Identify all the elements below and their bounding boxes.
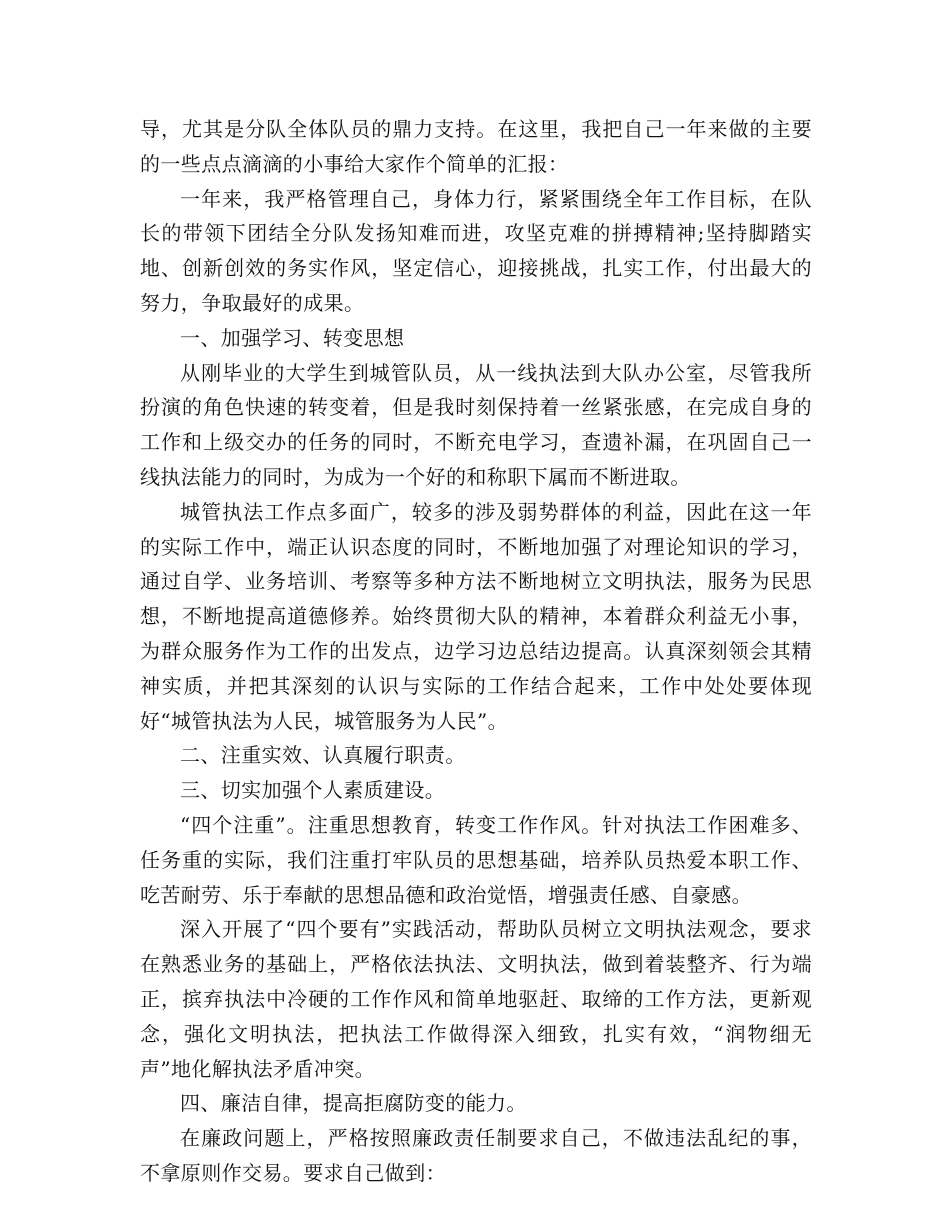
- paragraph-four-musts: 深入开展了“四个要有”实践活动，帮助队员树立文明执法观念，要求在熟悉业务的基础上，严格依法执法、文明执法，做到着装整齐、行为端正，摈弃执法中冷硬的工作作风和简单地驱赶、取缔的工作方法，更新观念，强化文明执法，把执法工作做得深入细致，扎实有效，“润物细无声”地化解执法矛盾冲突。: [140, 917, 812, 1081]
- section-heading-3: 三、切实加强个人素质建设。: [180, 778, 446, 803]
- paragraph-continuation: 导，尤其是分队全体队员的鼎力支持。在这里，我把自己一年来做的主要的一些点点滴滴的小事给大家作个简单的汇报：: [140, 117, 812, 176]
- section-heading-2: 二、注重实效、认真履行职责。: [180, 743, 466, 768]
- document-body: [140, 112, 812, 1191]
- paragraph-study-1: 从刚毕业的大学生到城管队员，从一线执法到大队办公室，尽管我所扮演的角色快速的转变着，但是我时刻保持着一丝紧张感，在完成自身的工作和上级交办的任务的同时，不断充电学习，查遗补漏，在巩固自己一线执法能力的同时，为成为一个好的和称职下属而不断进取。: [140, 360, 812, 489]
- paragraph-integrity: 在廉政问题上，严格按照廉政责任制要求自己，不做违法乱纪的事，不拿原则作交易。要求自己做到：: [140, 1126, 812, 1185]
- paragraph-summary: 一年来，我严格管理自己，身体力行，紧紧围绕全年工作目标，在队长的带领下团结全分队发扬知难而进，攻坚克难的拼搏精神;坚持脚踏实地、创新创效的务实作风，坚定信心，迎接挑战，扎实工作，付出最大的努力，争取最好的成果。: [140, 186, 812, 315]
- paragraph-four-focuses: “四个注重”。注重思想教育，转变工作作风。针对执法工作困难多、任务重的实际，我们注重打牢队员的思想基础，培养队员热爱本职工作、吃苦耐劳、乐于奉献的思想品德和政治觉悟，增强责任感、自豪感。: [140, 812, 812, 907]
- section-heading-1: 一、加强学习、转变思想: [180, 325, 405, 350]
- paragraph-study-2: 城管执法工作点多面广，较多的涉及弱势群体的利益，因此在这一年的实际工作中，端正认识态度的同时，不断地加强了对理论知识的学习，通过自学、业务培训、考察等多种方法不断地树立文明执法，服务为民思想，不断地提高道德修养。始终贯彻大队的精神，本着群众利益无小事，为群众服务作为工作的出发点，边学习边总结边提高。认真深刻领会其精神实质，并把其深刻的认识与实际的工作结合起来，工作中处处要体现好“城管执法为人民，城管服务为人民”。: [140, 499, 812, 733]
- section-heading-4: 四、廉洁自律，提高拒腐防变的能力。: [180, 1091, 527, 1116]
